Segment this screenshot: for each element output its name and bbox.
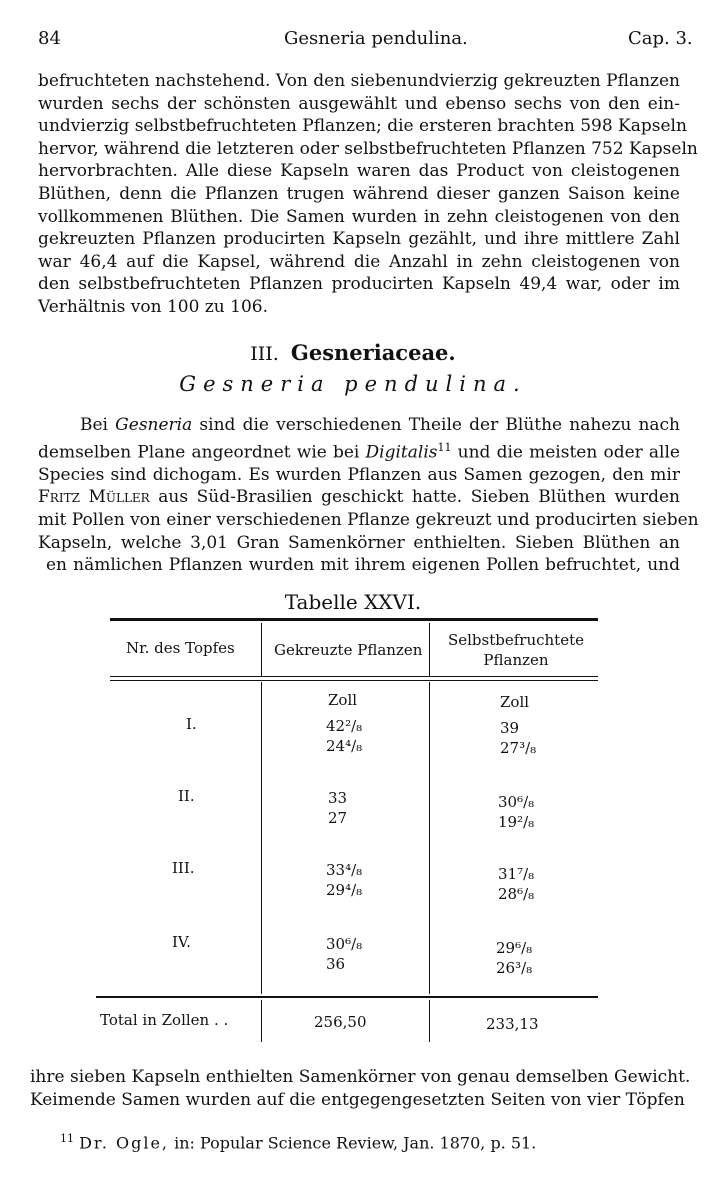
table-cell: 42²/₈ 24⁴/₈ <box>326 717 363 755</box>
text-line: wurden sechs der schönsten ausgewählt und ebenso sechs von den ein- <box>38 93 680 114</box>
column-header: Selbstbefruchtete Pflanzen <box>447 631 584 669</box>
text-line: demselben Plane angeordnet wie bei Digitalis$^{11}$ und die meisten oder alle <box>38 440 680 463</box>
text-line: Bei Gesneria sind die verschiedenen Theile der Blüthe nahezu nach <box>80 415 680 435</box>
total-self: 233,13 <box>486 1015 539 1033</box>
pot-number: II. <box>178 787 195 805</box>
table-total-rule <box>96 996 598 998</box>
text-line: befruchteten nachstehend. Von den siebenundvierzig gekreuzten Pflanzen <box>38 71 680 91</box>
text-line: hervorbrachten. Alle diese Kapseln waren das Product von cleistogenen <box>38 161 680 182</box>
paragraph-2 <box>38 414 699 577</box>
column-header: Nr. des Topfes <box>126 639 235 657</box>
genus-name: Digitalis <box>365 442 438 463</box>
table-cell: 31⁷/₈ 28⁶/₈ <box>498 865 535 903</box>
total-label: Total in Zollen . . <box>100 1011 229 1029</box>
text-line: war 46,4 auf die Kapsel, während die Anzahl in zehn cleistogenen von <box>38 251 680 272</box>
table-column-divider <box>429 682 430 994</box>
text-line: Species sind dichogam. Es wurden Pflanzen aus Samen gezogen, den mir <box>38 464 680 485</box>
chapter-label: Cap. 3. <box>628 28 693 49</box>
genus-name: Gesneria <box>115 415 193 435</box>
table-header-rule <box>110 676 598 677</box>
table-column-divider <box>429 1000 430 1042</box>
text-line: mit Pollen von einer verschiedenen Pflanze gekreuzt und producirten sieben <box>38 510 699 531</box>
text-line: undvierzig selbstbefruchteten Pflanzen; die ersteren brachten 598 Kapseln <box>38 116 687 137</box>
footnote-ref: 11 <box>437 440 452 454</box>
text-line: vollkommenen Blüthen. Die Samen wurden in zehn cleistogenen von den <box>38 206 680 227</box>
text-line: en nämlichen Pflanzen wurden mit ihrem eigenen Pollen befruchtet, und <box>46 555 680 576</box>
text-line: gekreuzten Pflanzen producirten Kapseln gezählt, und ihre mittlere Zahl <box>38 229 680 250</box>
pot-number: IV. <box>172 933 191 951</box>
column-header: Gekreuzte Pflanzen <box>274 641 423 659</box>
unit-label: Zoll <box>500 693 530 711</box>
footnote <box>60 1132 536 1152</box>
species-heading: Gesneria pendulina. <box>179 372 527 396</box>
table-column-divider <box>261 623 262 676</box>
section-heading <box>0 340 706 365</box>
page-number: 84 <box>38 28 61 49</box>
table-top-rule <box>110 618 598 621</box>
data-table <box>96 618 598 1048</box>
table-cell: 39 27³/₈ <box>500 719 537 757</box>
table-cell: 33⁴/₈ 29⁴/₈ <box>326 861 363 899</box>
table-column-divider <box>261 682 262 994</box>
text-line: Keimende Samen wurden auf die entgegengesetzten Seiten von vier Töpfen <box>30 1089 685 1110</box>
unit-label: Zoll <box>328 691 358 709</box>
text-line: Kapseln, welche 3,01 Gran Samenkörner enthielten. Sieben Blüthen an <box>38 532 680 553</box>
section-number: III. <box>250 343 279 365</box>
pot-number: I. <box>186 715 197 733</box>
paragraph-3 <box>30 1066 691 1111</box>
section-name: Gesneriaceae. <box>290 340 456 365</box>
text-line: ihre sieben Kapseln enthielten Samenkörner von genau demselben Gewicht. <box>30 1067 691 1087</box>
total-crossed: 256,50 <box>314 1013 367 1031</box>
text-line: den selbstbefruchteten Pflanzen producirten Kapseln 49,4 war, oder im <box>38 274 680 295</box>
table-cell: 30⁶/₈ 19²/₈ <box>498 793 535 831</box>
table-cell: 33 27 <box>328 789 348 827</box>
text-line: Fritz Müller aus Süd-Brasilien geschickt hatte. Sieben Blüthen wurden <box>38 487 680 508</box>
footnote-text: in: Popular Science Review, Jan. 1870, p. 51. <box>169 1133 537 1153</box>
text-line: Verhältnis von 100 zu 106. <box>38 296 268 317</box>
table-cell: 30⁶/₈ 36 <box>326 935 363 973</box>
running-title: Gesneria pendulina. <box>284 28 468 49</box>
text-line: hervor, während die letzteren oder selbstbefruchteten Pflanzen 752 Kapseln <box>38 138 698 159</box>
table-cell: 29⁶/₈ 26³/₈ <box>496 939 533 977</box>
table-header-rule <box>110 680 598 681</box>
page-header <box>0 28 706 52</box>
table-column-divider <box>429 623 430 676</box>
table-column-divider <box>261 1000 262 1042</box>
footnote-author: Dr. Ogle, <box>79 1133 170 1153</box>
paragraph-1 <box>38 70 698 319</box>
text-line: Blüthen, denn die Pflanzen trugen während dieser ganzen Saison keine <box>38 183 680 204</box>
person-name: Fritz Müller <box>38 487 150 508</box>
footnote-mark: 11 <box>60 1132 74 1145</box>
table-title: Tabelle XXVI. <box>284 590 422 614</box>
pot-number: III. <box>172 859 195 877</box>
